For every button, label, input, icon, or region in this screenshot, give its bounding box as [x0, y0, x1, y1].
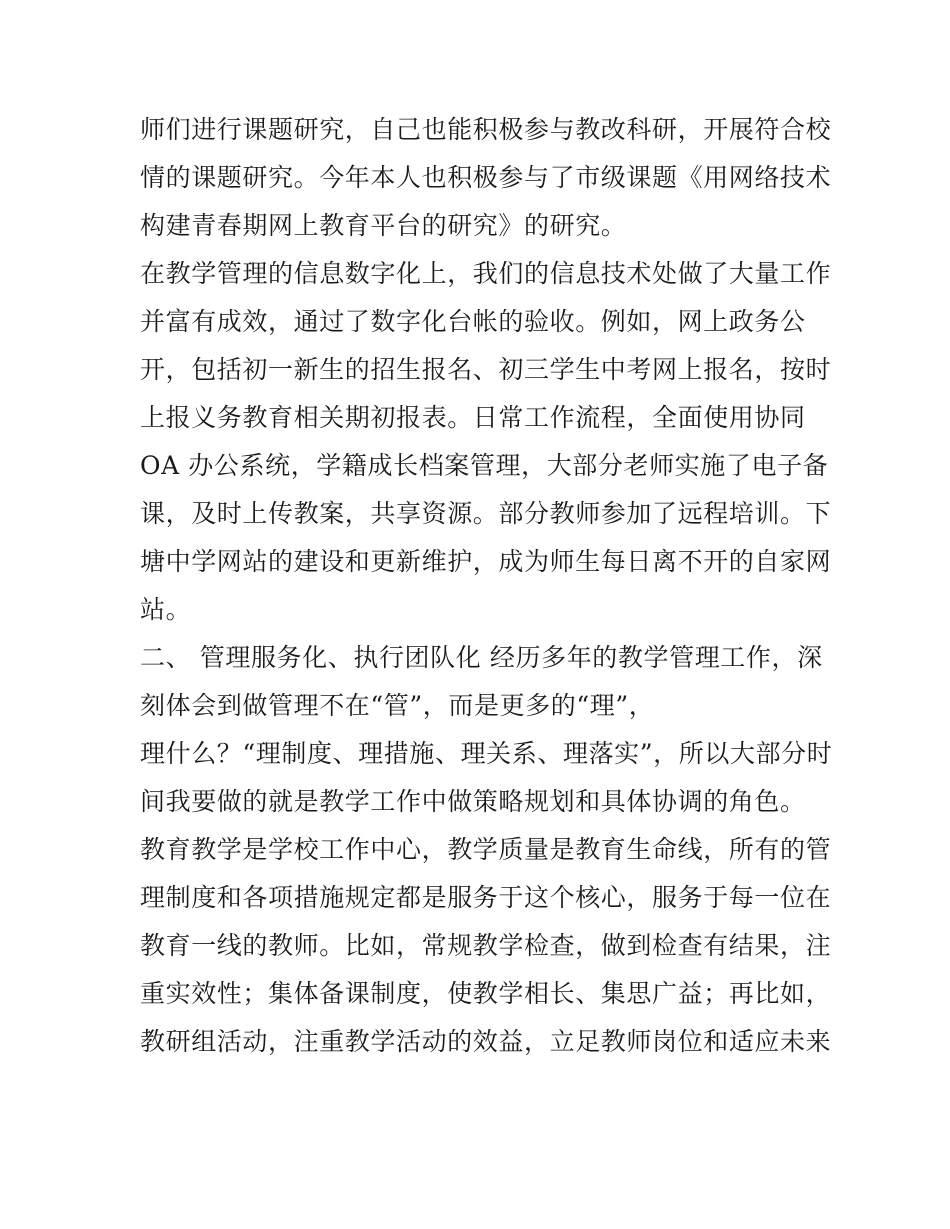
text-line: 塘中学网站的建设和更新维护，成为师生每日离不开的自家网 — [140, 547, 832, 576]
body-text — [140, 106, 833, 1066]
text-line: 上报义务教育相关期初报表。日常工作流程，全面使用协同 — [140, 403, 806, 432]
text-line: 刻体会到做管理不在“管”，而是更多的“理”， — [140, 691, 655, 720]
text-line: 在教学管理的信息数字化上，我们的信息技术处做了大量工作 — [140, 259, 832, 288]
text-line: 构建青春期网上教育平台的研究》的研究。 — [140, 211, 627, 240]
text-line: 教育教学是学校工作中心，教学质量是教育生命线，所有的管 — [140, 835, 832, 864]
text-line: 开，包括初一新生的招生报名、初三学生中考网上报名，按时 — [140, 355, 832, 384]
text-line: OA 办公系统，学籍成长档案管理，大部分老师实施了电子备 — [140, 451, 829, 480]
text-line: 课，及时上传教案，共享资源。部分教师参加了远程培训。下 — [140, 499, 832, 528]
text-line: 理什么？“理制度、理措施、理关系、理落实”，所以大部分时 — [140, 739, 833, 768]
text-line: 站。 — [140, 595, 192, 624]
text-line: 教研组活动，注重教学活动的效益，立足教师岗位和适应未来 — [140, 1027, 832, 1056]
text-line: 理制度和各项措施规定都是服务于这个核心，服务于每一位在 — [140, 883, 832, 912]
text-line: 师们进行课题研究，自己也能积极参与教改科研，开展符合校 — [140, 115, 832, 144]
text-line: 并富有成效，通过了数字化台帐的验收。例如，网上政务公 — [140, 307, 806, 336]
text-line: 重实效性；集体备课制度，使教学相长、集思广益；再比如， — [140, 979, 832, 1008]
text-line: 二、 管理服务化、执行团队化 经历多年的教学管理工作，深 — [140, 643, 823, 672]
text-line: 情的课题研究。今年本人也积极参与了市级课题《用网络技术 — [140, 163, 832, 192]
text-line: 间我要做的就是教学工作中做策略规划和具体协调的角色。 — [140, 787, 806, 816]
text-line: 教育一线的教师。比如，常规教学检查，做到检查有结果，注 — [140, 931, 832, 960]
